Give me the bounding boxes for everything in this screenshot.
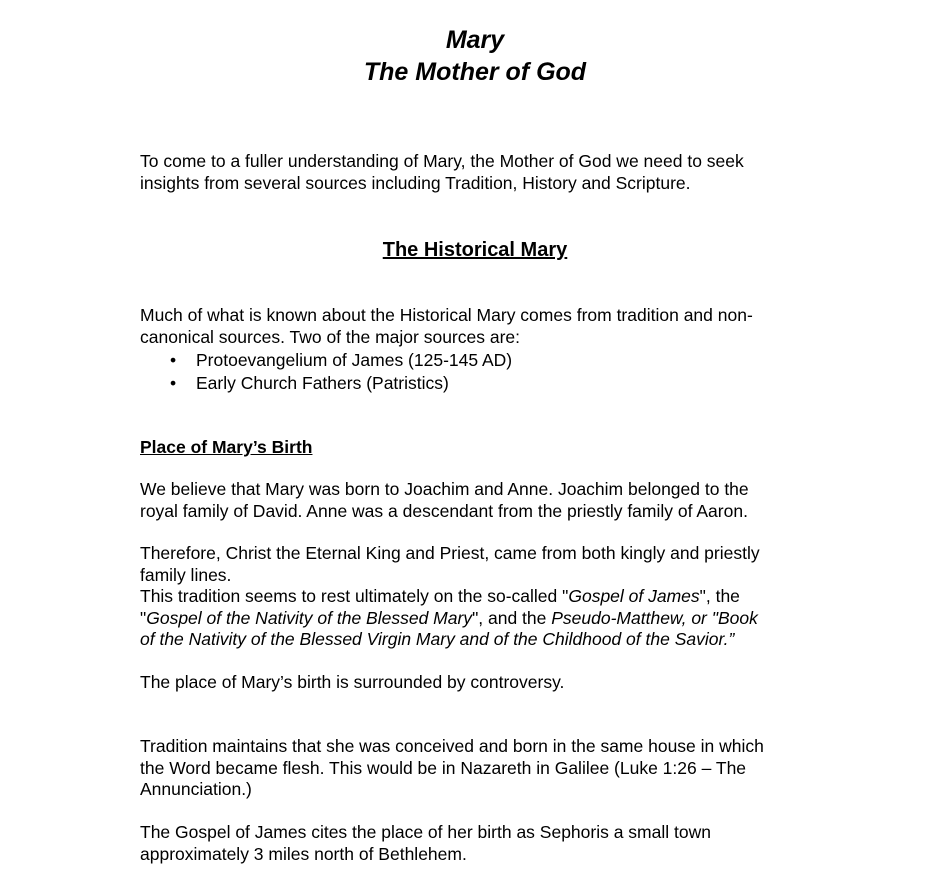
document-title-line-1: Mary — [445, 26, 505, 54]
list-item-text: Early Church Fathers (Patristics) — [196, 372, 449, 393]
birth-paragraph-3 — [140, 672, 840, 694]
birth-p5-line: The Gospel of James cites the place of her birth as Sephoris a small town — [140, 822, 711, 842]
birth-p2-line: family lines. — [140, 564, 232, 585]
document-title-line-2: The Mother of God — [363, 58, 587, 86]
birth-p1-line: royal family of David. Anne was a descendant from the priestly family of Aaron. — [140, 500, 748, 521]
text-run: ", the — [699, 586, 740, 606]
list-item — [140, 349, 512, 372]
list-item — [140, 372, 512, 395]
sources-list — [140, 349, 512, 394]
subheading-place-of-birth: Place of Mary’s Birth — [140, 437, 313, 457]
historical-paragraph — [140, 305, 840, 348]
book-of-nativity-title: of the Nativity of the Blessed Virgin Mary and of the Childhood of the Savior.” — [140, 629, 735, 649]
intro-paragraph — [140, 151, 840, 194]
birth-p4-line: Annunciation.) — [140, 779, 252, 799]
gospel-nativity-title: Gospel of the Nativity of the Blessed Mary — [146, 607, 473, 628]
historical-line: canonical sources. Two of the major sources are: — [140, 326, 521, 347]
text-run: ", and the — [472, 607, 552, 628]
birth-paragraph-1 — [140, 479, 840, 522]
birth-p4-line: the Word became flesh. This would be in Nazareth in Galilee (Luke 1:26 – The — [140, 757, 747, 778]
historical-line: Much of what is known about the Historical Mary comes from tradition and non- — [140, 305, 753, 325]
list-item-text: Protoevangelium of James (125-145 AD) — [196, 350, 513, 370]
text-run: " — [140, 607, 147, 628]
intro-line: To come to a fuller understanding of Mary, the Mother of God we need to seek — [140, 151, 744, 171]
birth-paragraph-2 — [140, 543, 840, 651]
birth-p5-line: approximately 3 miles north of Bethlehem. — [140, 843, 467, 864]
birth-p2-line: Therefore, Christ the Eternal King and Priest, came from both kingly and priestly — [140, 543, 760, 563]
bullet-icon: • — [170, 350, 177, 370]
pseudo-matthew-title: Pseudo-Matthew, or "Book — [551, 607, 758, 628]
birth-paragraph-5 — [140, 822, 840, 865]
intro-line: insights from several sources including Tradition, History and Scripture. — [140, 172, 691, 193]
bullet-icon: • — [170, 372, 177, 393]
birth-p2-line — [140, 586, 840, 608]
gospel-of-james-title: Gospel of James — [568, 586, 700, 606]
birth-p2-line — [140, 608, 840, 630]
birth-paragraph-4 — [140, 736, 840, 801]
birth-p2-line — [140, 629, 840, 651]
birth-p4-line: Tradition maintains that she was conceived and born in the same house in which — [140, 736, 764, 756]
text-run: This tradition seems to rest ultimately on the so-called " — [140, 586, 569, 606]
birth-p3-line: The place of Mary’s birth is surrounded by controversy. — [140, 672, 565, 692]
section-heading-historical-mary: The Historical Mary — [382, 239, 568, 261]
birth-p1-line: We believe that Mary was born to Joachim and Anne. Joachim belonged to the — [140, 479, 749, 499]
